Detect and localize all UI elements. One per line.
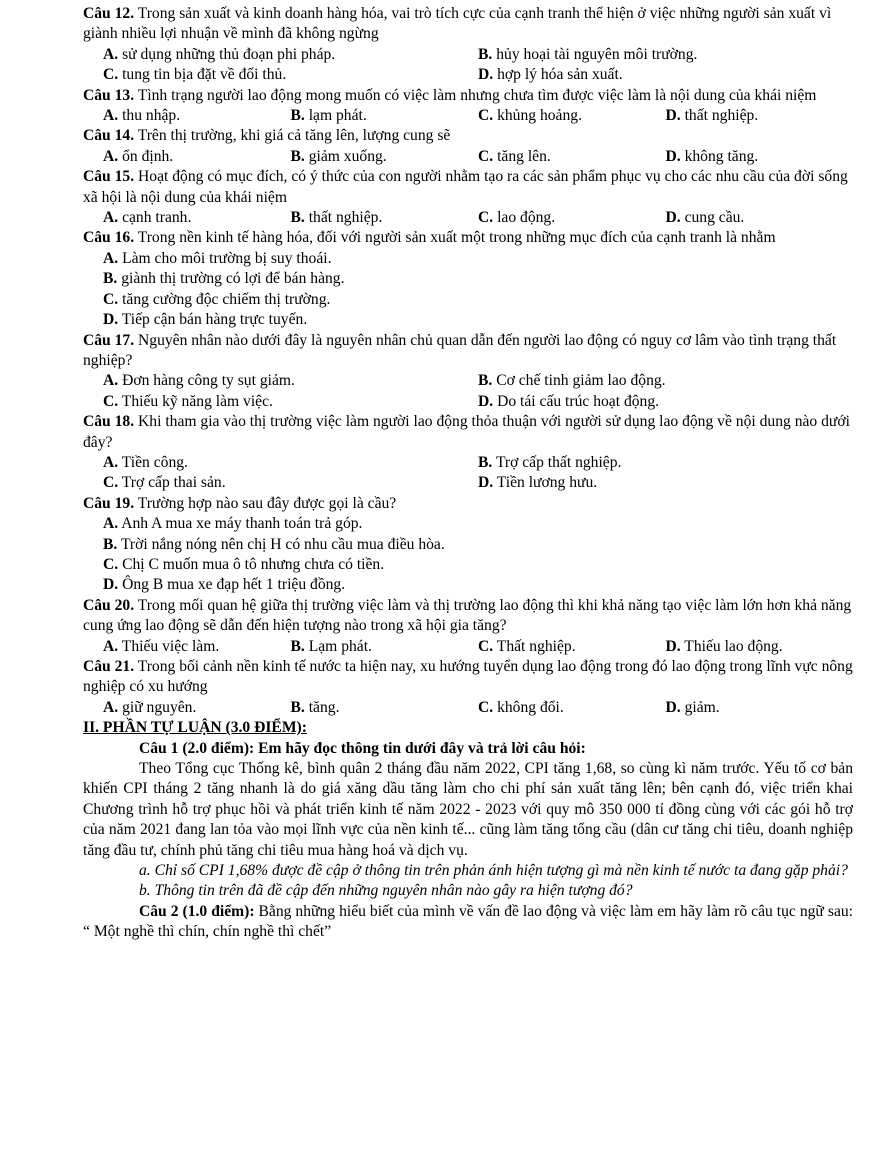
answer-option-text: Lạm phát. [308, 637, 372, 655]
answer-options-row [83, 371, 853, 391]
answer-option [478, 698, 666, 718]
answer-option-text: cạnh tranh. [122, 209, 192, 227]
essay-question-2 [83, 902, 853, 943]
answer-option-key: C. [103, 66, 119, 84]
answer-options-row [83, 473, 853, 493]
question-number: Câu 18. [83, 413, 135, 431]
question-list [83, 4, 853, 718]
answer-option-key: C. [478, 147, 494, 165]
answer-option-text: Trời nắng nóng nên chị H có nhu cầu mua điều hòa. [120, 535, 445, 553]
answer-option-key: D. [665, 637, 681, 655]
answer-option-text: Tiền công. [121, 453, 188, 471]
answer-option-key: B. [290, 637, 305, 655]
answer-option-text: không tăng. [684, 147, 759, 165]
answer-option [103, 290, 853, 310]
answer-option-text: thu nhập. [122, 107, 181, 125]
answer-option [291, 106, 479, 126]
question-number: Câu 14. [83, 127, 135, 145]
answer-option [291, 637, 479, 657]
answer-options-row [83, 392, 853, 412]
answer-option-key: B. [290, 209, 305, 227]
answer-option-key: A. [103, 372, 119, 390]
answer-option-text: Thất nghiệp. [496, 637, 576, 655]
answer-option-text: cung cầu. [684, 209, 745, 227]
question-stem [83, 596, 853, 637]
answer-option [103, 310, 853, 330]
answer-option-text: Trợ cấp thất nghiệp. [495, 453, 622, 471]
answer-option [103, 371, 478, 391]
answer-option-text: tăng. [308, 698, 340, 716]
question-stem [83, 126, 853, 146]
answer-option [478, 392, 853, 412]
answer-option [478, 106, 666, 126]
essay-question-2-text: Bằng những hiểu biết của mình về vấn đề lao động và việc làm em hãy làm rõ câu tục ngữ sau: “ Một nghề thì chín, chín nghề thì chết” [83, 902, 853, 941]
answer-options [83, 208, 853, 228]
essay-question-1-part-a: a. Chỉ số CPI 1,68% được đề cập ở thông tin trên phản ánh hiện tượng gì mà nền kinh tế nước ta đang gặp phải? [139, 862, 848, 880]
answer-option [103, 106, 291, 126]
answer-options-row [83, 453, 853, 473]
question-number: Câu 12. [83, 5, 135, 22]
answer-option [666, 147, 854, 167]
answer-option-text: Do tái cấu trúc hoạt động. [497, 392, 660, 410]
answer-option-key: A. [103, 453, 119, 471]
question-text: Khi tham gia vào thị trường việc làm người lao động thỏa thuận với người sử dụng lao động về nội dung nào dưới đây? [83, 413, 850, 451]
answer-options [83, 637, 853, 657]
answer-option [103, 453, 478, 473]
answer-option-key: B. [478, 372, 493, 390]
question-stem [83, 494, 853, 514]
answer-option-text: Tiền lương hưu. [496, 474, 598, 492]
answer-options [83, 698, 853, 718]
answer-option-text: Ông B mua xe đạp hết 1 triệu đồng. [122, 576, 346, 594]
answer-option-key: C. [478, 637, 494, 655]
answer-option-key: A. [103, 515, 119, 533]
answer-option [478, 371, 853, 391]
answer-option [478, 45, 853, 65]
answer-option-key: C. [478, 698, 494, 716]
answer-option [103, 555, 853, 575]
answer-option-key: B. [290, 147, 305, 165]
answer-option-key: D. [103, 576, 119, 594]
answer-option [478, 453, 853, 473]
answer-option-text: Thiếu lao động. [684, 637, 783, 655]
answer-option [103, 65, 478, 85]
answer-option [103, 45, 478, 65]
answer-option [103, 535, 853, 555]
answer-option [666, 208, 854, 228]
question-text: Tình trạng người lao động mong muốn có việc làm nhưng chưa tìm được việc làm là nội dung của khái niệm [137, 86, 817, 104]
answer-options [83, 249, 853, 331]
answer-option [478, 208, 666, 228]
answer-option [103, 698, 291, 718]
section-title: II. PHẦN TỰ LUẬN (3.0 ĐIỂM): [83, 719, 307, 737]
question-stem [83, 167, 853, 208]
essay-question-1-part-b: b. Thông tin trên đã đề cập đến những nguyên nhân nào gây ra hiện tượng đó? [139, 882, 633, 900]
answer-option [103, 514, 853, 534]
question-text: Trên thị trường, khi giá cả tăng lên, lượng cung sẽ [137, 127, 451, 145]
answer-option-text: sử dụng những thủ đoạn phi pháp. [122, 45, 336, 63]
answer-option-key: B. [103, 535, 118, 553]
answer-option-key: C. [103, 290, 119, 308]
answer-option-key: A. [103, 147, 119, 165]
answer-option-key: D. [478, 392, 494, 410]
answer-option [478, 637, 666, 657]
question-number: Câu 20. [83, 596, 135, 614]
answer-option [478, 147, 666, 167]
answer-option-text: lao động. [497, 209, 556, 227]
question-text: Trong mối quan hệ giữa thị trường việc làm và thị trường lao động thì khi khả năng tạo việc làm lớn hơn khả năng cung ứng lao động sẽ dẫn đến hiện tượng nào trong xã hội gia tăng? [83, 596, 852, 635]
question-number: Câu 16. [83, 229, 135, 247]
answer-option-text: thất nghiệp. [684, 107, 759, 125]
answer-option-text: hợp lý hóa sản xuất. [497, 66, 623, 84]
answer-options-row [83, 45, 853, 65]
answer-option [666, 637, 854, 657]
answer-option-text: Chị C muốn mua ô tô nhưng chưa có tiền. [122, 555, 385, 573]
answer-option [103, 392, 478, 412]
question-number: Câu 17. [83, 331, 135, 349]
answer-option-text: tăng lên. [497, 147, 551, 165]
answer-options-row [83, 65, 853, 85]
answer-option-key: A. [103, 698, 119, 716]
answer-option-text: tăng cường độc chiếm thị trường. [122, 290, 331, 308]
answer-option [103, 575, 853, 595]
answer-option-text: giảm. [684, 698, 720, 716]
question-number: Câu 19. [83, 494, 135, 512]
answer-option-key: D. [665, 209, 681, 227]
answer-option [666, 698, 854, 718]
answer-option-text: thất nghiệp. [308, 209, 383, 227]
answer-option [103, 147, 291, 167]
answer-option-key: A. [103, 107, 119, 125]
answer-option [478, 473, 853, 493]
answer-options [83, 147, 853, 167]
answer-option [478, 65, 853, 85]
answer-option-text: lạm phát. [308, 107, 367, 125]
answer-option [103, 269, 853, 289]
answer-option-key: A. [103, 209, 119, 227]
question-stem [83, 412, 853, 453]
answer-options [83, 514, 853, 596]
question-stem [83, 4, 853, 45]
question-stem [83, 657, 853, 698]
answer-option-key: A. [103, 249, 119, 267]
answer-option-text: không đổi. [497, 698, 564, 716]
answer-option [666, 106, 854, 126]
answer-option-text: hủy hoại tài nguyên môi trường. [496, 45, 698, 63]
question-number: Câu 21. [83, 658, 135, 675]
answer-option-key: D. [665, 107, 681, 125]
answer-option-text: giữ nguyên. [122, 698, 197, 716]
question-stem [83, 331, 853, 372]
answer-option-text: Làm cho môi trường bị suy thoái. [122, 249, 332, 267]
answer-options [83, 106, 853, 126]
answer-option-key: A. [103, 45, 119, 63]
answer-option-text: Thiếu kỹ năng làm việc. [121, 392, 273, 410]
answer-option-key: C. [103, 555, 119, 573]
answer-option-key: C. [478, 107, 494, 125]
answer-option [103, 249, 853, 269]
question-text: Nguyên nhân nào dưới đây là nguyên nhân chủ quan dẫn đến người lao động có nguy cơ lâm vào tình trạng thất nghiệp? [83, 331, 837, 369]
answer-option-key: D. [103, 311, 119, 329]
answer-option [103, 637, 291, 657]
question-text: Trường hợp nào sau đây được gọi là cầu? [137, 494, 397, 512]
question-stem [83, 228, 853, 248]
answer-option-key: B. [478, 453, 493, 471]
answer-option-key: C. [103, 392, 119, 410]
answer-option-text: Đơn hàng công ty sụt giảm. [122, 372, 295, 390]
question-text: Trong sản xuất và kinh doanh hàng hóa, vai trò tích cực của cạnh tranh thể hiện ở việc những người sản xuất vì giành nhiều lợi nhuận về mình đã không ngừng [83, 5, 832, 43]
answer-option-text: giành thị trường có lợi để bán hàng. [121, 270, 345, 288]
answer-option-key: C. [103, 474, 119, 492]
answer-option-key: D. [665, 698, 681, 716]
answer-option [291, 147, 479, 167]
question-number: Câu 15. [83, 168, 135, 186]
essay-question-1-passage: Theo Tổng cục Thống kê, bình quân 2 tháng đầu năm 2022, CPI tăng 1,68, so cùng kì năm trước. Yếu tố cơ bản khiến CPI tháng 2 tăng nhanh là do giá xăng dầu tăng làm cho chi phí sản xuất tăng lên; bên cạnh đó, việc triển khai Chương trình hỗ trợ phục hồi và phát triển kinh tế năm 2022 - 2023 với quy mô 350 000 tỉ đồng cùng với các gói hỗ trợ của năm 2021 đang lan tỏa vào mọi lĩnh vực của nền kinh tế... cũng làm tăng tổng cầu (dân cư tăng chi tiêu, doanh nghiệp tăng đầu tư, chính phủ tăng chi tiêu mua hàng hoá và dịch vụ. [83, 760, 853, 859]
answer-option-text: Anh A mua xe máy thanh toán trả góp. [121, 515, 363, 533]
question-text: Trong nền kinh tế hàng hóa, đối với người sản xuất một trong những mục đích của cạnh tranh là nhằm [137, 229, 776, 247]
answer-option-text: Thiếu việc làm. [121, 637, 220, 655]
question-number: Câu 13. [83, 86, 135, 104]
answer-option-text: khủng hoảng. [497, 107, 582, 125]
answer-option-text: giảm xuống. [308, 147, 387, 165]
answer-option-text: Tiếp cận bán hàng trực tuyến. [121, 311, 308, 329]
answer-option-key: D. [478, 474, 494, 492]
answer-option [291, 698, 479, 718]
answer-option-key: B. [478, 45, 493, 63]
answer-option-key: B. [290, 698, 305, 716]
question-stem [83, 86, 853, 106]
answer-option [103, 473, 478, 493]
answer-option-text: ổn định. [122, 147, 174, 165]
answer-option-key: A. [103, 637, 119, 655]
answer-option-key: D. [478, 66, 494, 84]
answer-option-key: B. [290, 107, 305, 125]
answer-option-key: B. [103, 270, 118, 288]
answer-option [291, 208, 479, 228]
answer-option-text: Trợ cấp thai sản. [121, 474, 226, 492]
answer-option-text: Cơ chế tinh giảm lao động. [496, 372, 666, 390]
question-text: Hoạt động có mục đích, có ý thức của con người nhằm tạo ra các sản phẩm phục vụ cho các nhu cầu của đời sống xã hội là nội dung của khái niệm [83, 168, 848, 206]
question-text: Trong bối cảnh nền kinh tế nước ta hiện nay, xu hướng tuyển dụng lao động trong đó lao động trong lĩnh vực nông nghiệp có xu hướng [83, 658, 853, 696]
answer-option-key: C. [478, 209, 494, 227]
answer-option [103, 208, 291, 228]
answer-option-key: D. [665, 147, 681, 165]
answer-option-text: tung tin bịa đặt về đối thủ. [122, 66, 287, 84]
essay-question-1-title: Câu 1 (2.0 điểm): Em hãy đọc thông tin dưới đây và trả lời câu hỏi: [139, 739, 586, 757]
essay-question-2-title: Câu 2 (1.0 điểm): [139, 902, 255, 920]
